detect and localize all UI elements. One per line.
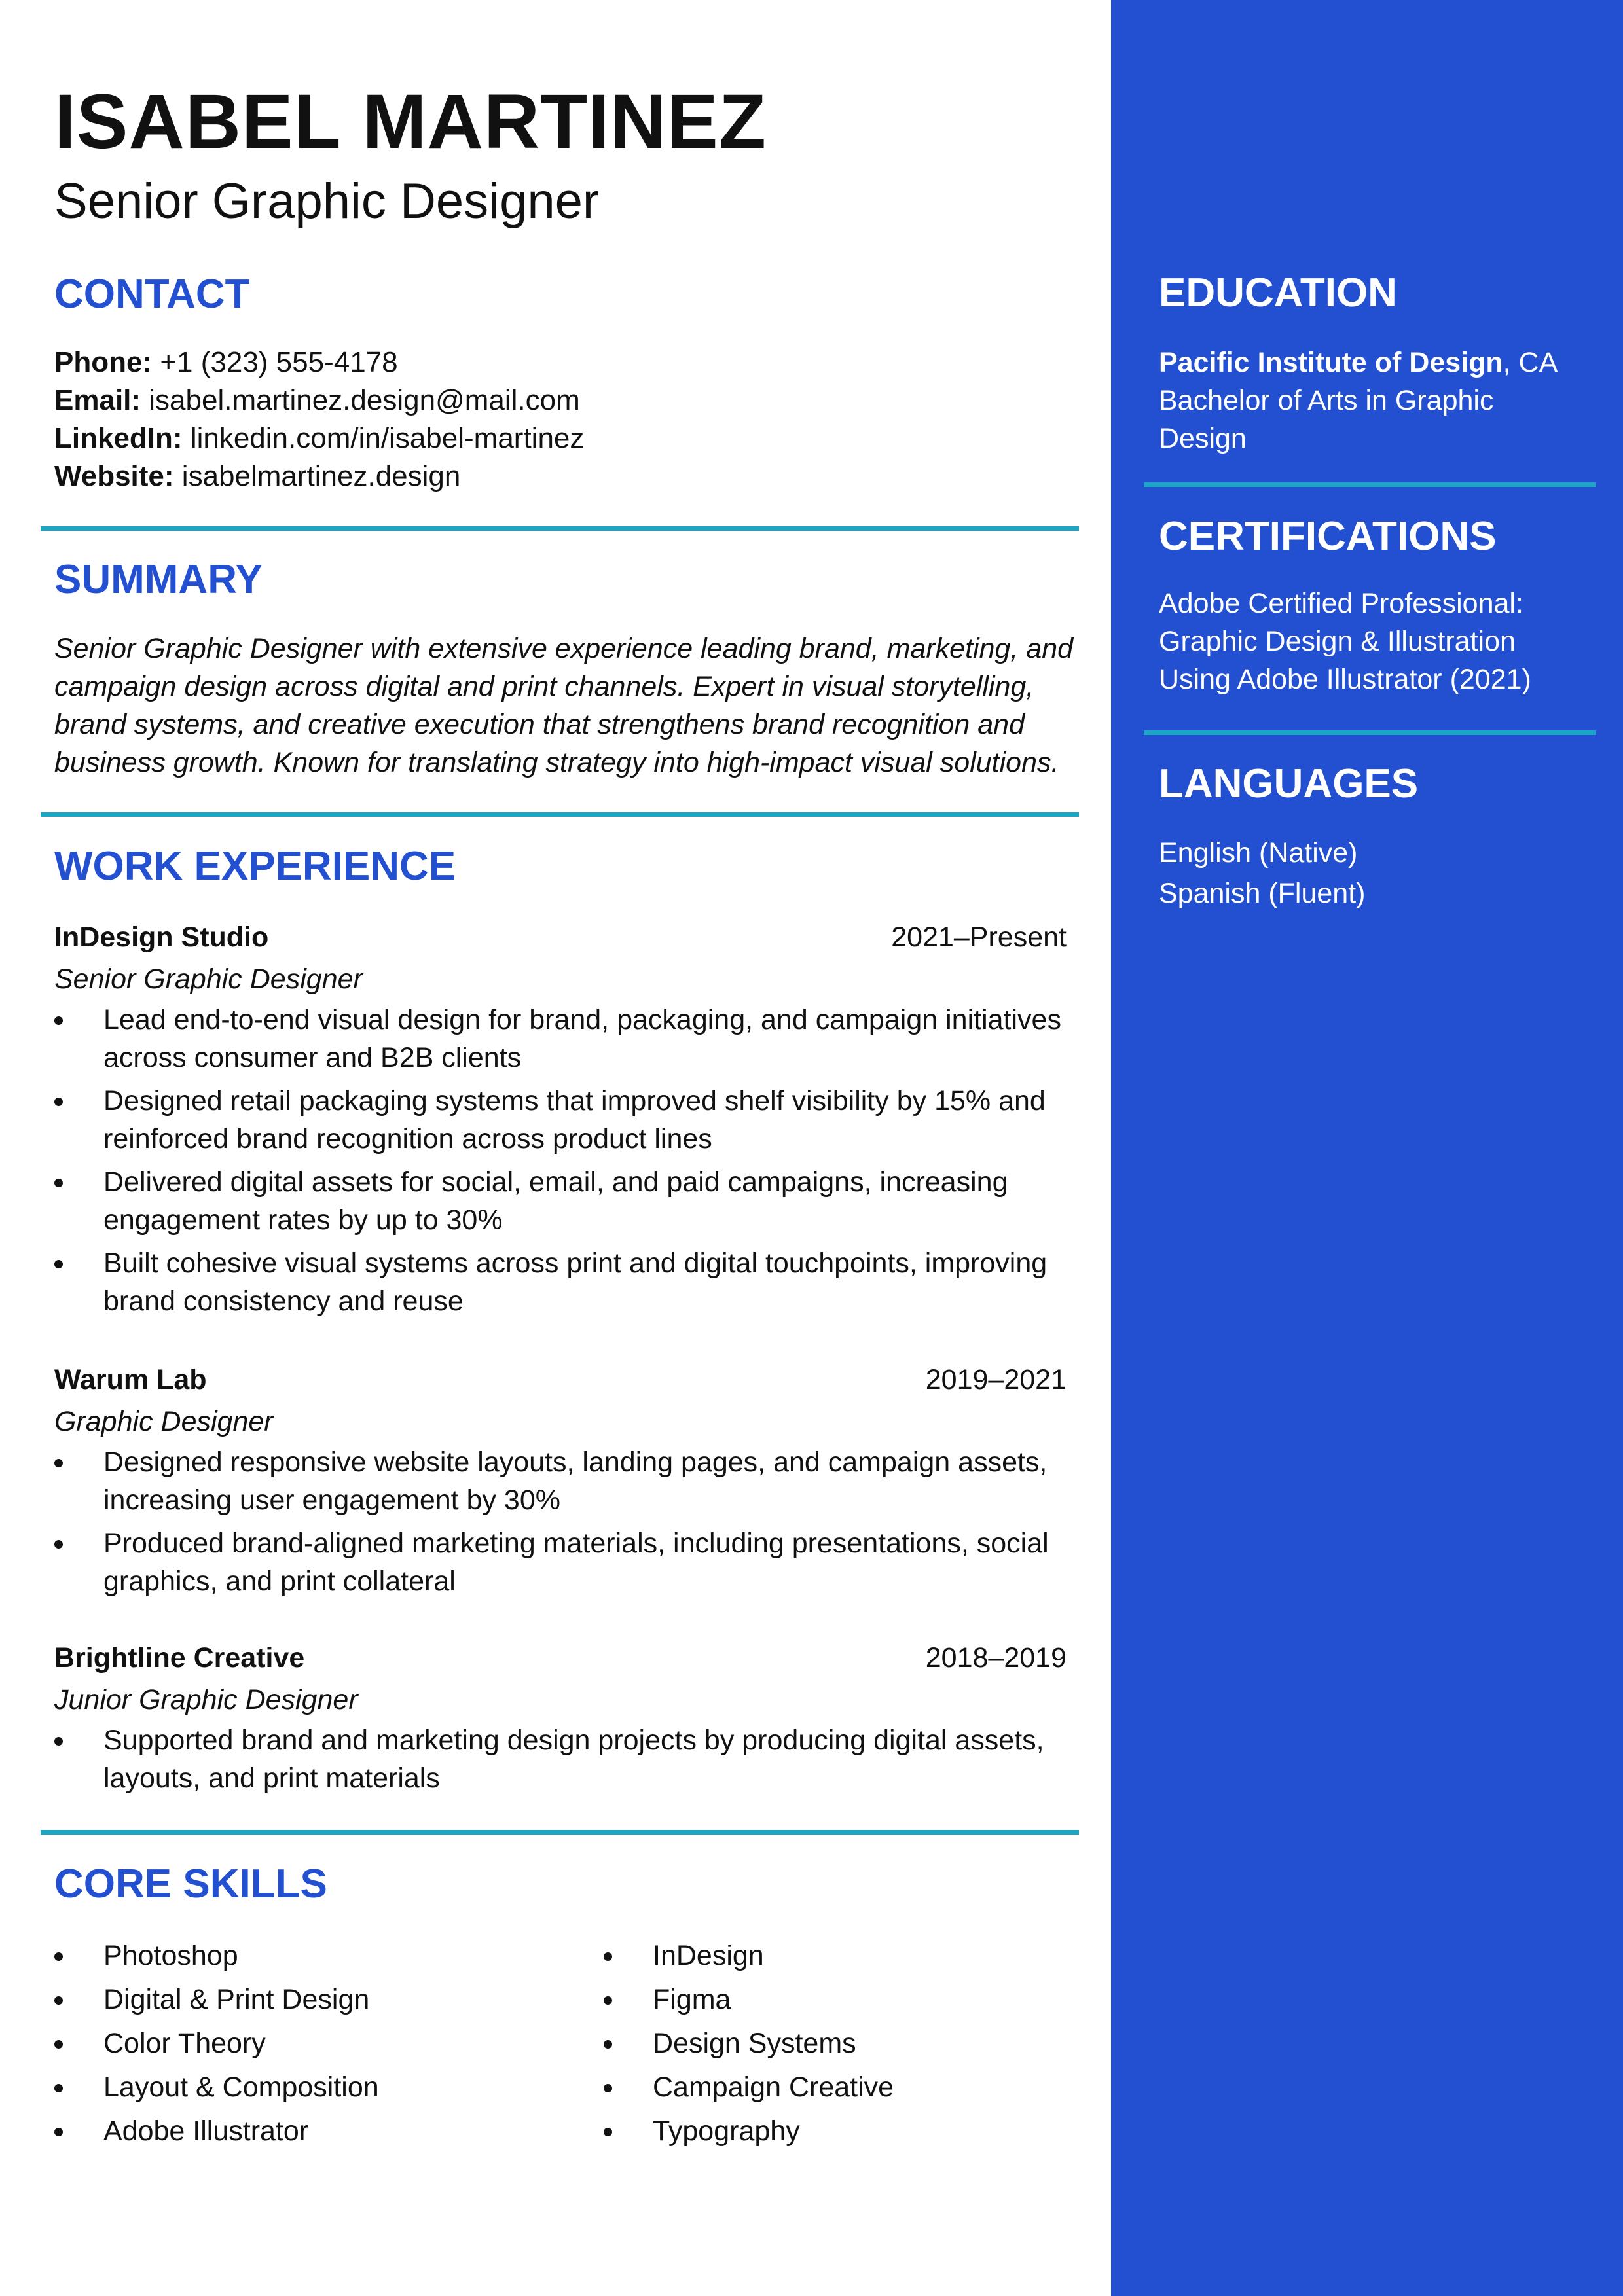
sidebar-divider <box>1144 730 1596 735</box>
job-role: Senior Graphic Designer <box>54 963 363 995</box>
job-company: Warum Lab <box>54 1364 207 1395</box>
skill-item: Layout & Composition <box>54 2066 379 2109</box>
education-location: , CA <box>1503 347 1558 378</box>
skills-heading: CORE SKILLS <box>54 1861 327 1907</box>
contact-phone-label: Phone: <box>54 346 153 378</box>
contact-heading: CONTACT <box>54 272 250 317</box>
job-bullet: Designed retail packaging systems that improved shelf visibility by 15% and reinforced brand recognition across product lines <box>54 1082 1067 1158</box>
section-divider <box>41 1830 1079 1835</box>
skill-item: Adobe Illustrator <box>54 2109 379 2153</box>
contact-linkedin-value: linkedin.com/in/isabel-martinez <box>190 422 585 454</box>
education-school-line <box>1159 344 1584 382</box>
job-bullet: Supported brand and marketing design projects by producing digital assets, layouts, and print materials <box>54 1721 1067 1797</box>
job-entry-brightline-creative <box>54 1638 1067 1803</box>
job-dates: 2021–Present <box>891 922 1067 953</box>
job-bullet: Produced brand-aligned marketing materials, including presentations, social graphics, and print collateral <box>54 1524 1067 1600</box>
skill-item: Typography <box>604 2109 894 2153</box>
contact-email-label: Email: <box>54 384 141 416</box>
contact-phone <box>54 344 584 382</box>
contact-linkedin <box>54 420 584 457</box>
skill-item: Photoshop <box>54 1934 379 1978</box>
summary-heading: SUMMARY <box>54 557 263 602</box>
job-entry-warum-lab <box>54 1359 1067 1605</box>
skill-item: Figma <box>604 1978 894 2022</box>
education-heading: EDUCATION <box>1159 270 1397 315</box>
job-bullets <box>54 1443 1067 1600</box>
job-bullets <box>54 1721 1067 1797</box>
certifications-heading: CERTIFICATIONS <box>1159 514 1497 559</box>
candidate-name: ISABEL MARTINEZ <box>54 79 767 165</box>
job-bullet: Designed responsive website layouts, landing pages, and campaign assets, increasing user engagement by 30% <box>54 1443 1067 1519</box>
job-bullet: Delivered digital assets for social, email, and paid campaigns, increasing engagement rates by up to 30% <box>54 1163 1067 1239</box>
certification-entry <box>1159 584 1584 698</box>
section-divider <box>41 526 1079 531</box>
sidebar-divider <box>1144 482 1596 487</box>
skills-list-left <box>54 1934 379 2153</box>
sidebar <box>1111 0 1623 2296</box>
skill-item: Design Systems <box>604 2022 894 2066</box>
education-entry <box>1159 344 1584 457</box>
contact-email <box>54 382 584 420</box>
skill-item: Color Theory <box>54 2022 379 2066</box>
contact-website <box>54 457 584 495</box>
contact-phone-value: +1 (323) 555-4178 <box>160 346 398 378</box>
candidate-title: Senior Graphic Designer <box>54 173 600 229</box>
job-bullets <box>54 1001 1067 1320</box>
job-dates: 2019–2021 <box>925 1364 1067 1395</box>
contact-email-value: isabel.martinez.design@mail.com <box>149 384 580 416</box>
language-item: English (Native) <box>1159 837 1358 869</box>
job-role: Graphic Designer <box>54 1406 274 1437</box>
job-entry-indesign-studio <box>54 917 1067 1325</box>
education-degree: Bachelor of Arts in Graphic Design <box>1159 385 1494 454</box>
job-company: Brightline Creative <box>54 1642 305 1674</box>
summary-text: Senior Graphic Designer with extensive experience leading brand, marketing, and campaign design across digital and print channels. Expert in visual storytelling, brand systems, and creative execution that strengthens brand recognition and business growth. Known for translating strategy into high-impact visual solutions. <box>54 633 1074 778</box>
skills-list-right <box>604 1934 894 2153</box>
job-bullet: Built cohesive visual systems across print and digital touchpoints, improving brand consistency and reuse <box>54 1244 1067 1320</box>
education-school: Pacific Institute of Design <box>1159 347 1503 378</box>
skill-item: InDesign <box>604 1934 894 1978</box>
experience-heading: WORK EXPERIENCE <box>54 844 456 889</box>
contact-website-value: isabelmartinez.design <box>181 460 461 492</box>
languages-list <box>1159 833 1584 914</box>
job-bullet: Lead end-to-end visual design for brand, packaging, and campaign initiatives across consumer and B2B clients <box>54 1001 1067 1077</box>
languages-heading: LANGUAGES <box>1159 761 1419 806</box>
language-item: Spanish (Fluent) <box>1159 878 1366 909</box>
section-divider <box>41 812 1079 817</box>
contact-list <box>54 344 584 495</box>
job-dates: 2018–2019 <box>925 1642 1067 1674</box>
job-company: InDesign Studio <box>54 922 269 953</box>
job-role: Junior Graphic Designer <box>54 1684 358 1715</box>
contact-website-label: Website: <box>54 460 174 492</box>
skill-item: Digital & Print Design <box>54 1978 379 2022</box>
contact-linkedin-label: LinkedIn: <box>54 422 183 454</box>
certification-text: Adobe Certified Professional: Graphic Design & Illustration Using Adobe Illustrator (2021) <box>1159 588 1531 695</box>
skill-item: Campaign Creative <box>604 2066 894 2109</box>
